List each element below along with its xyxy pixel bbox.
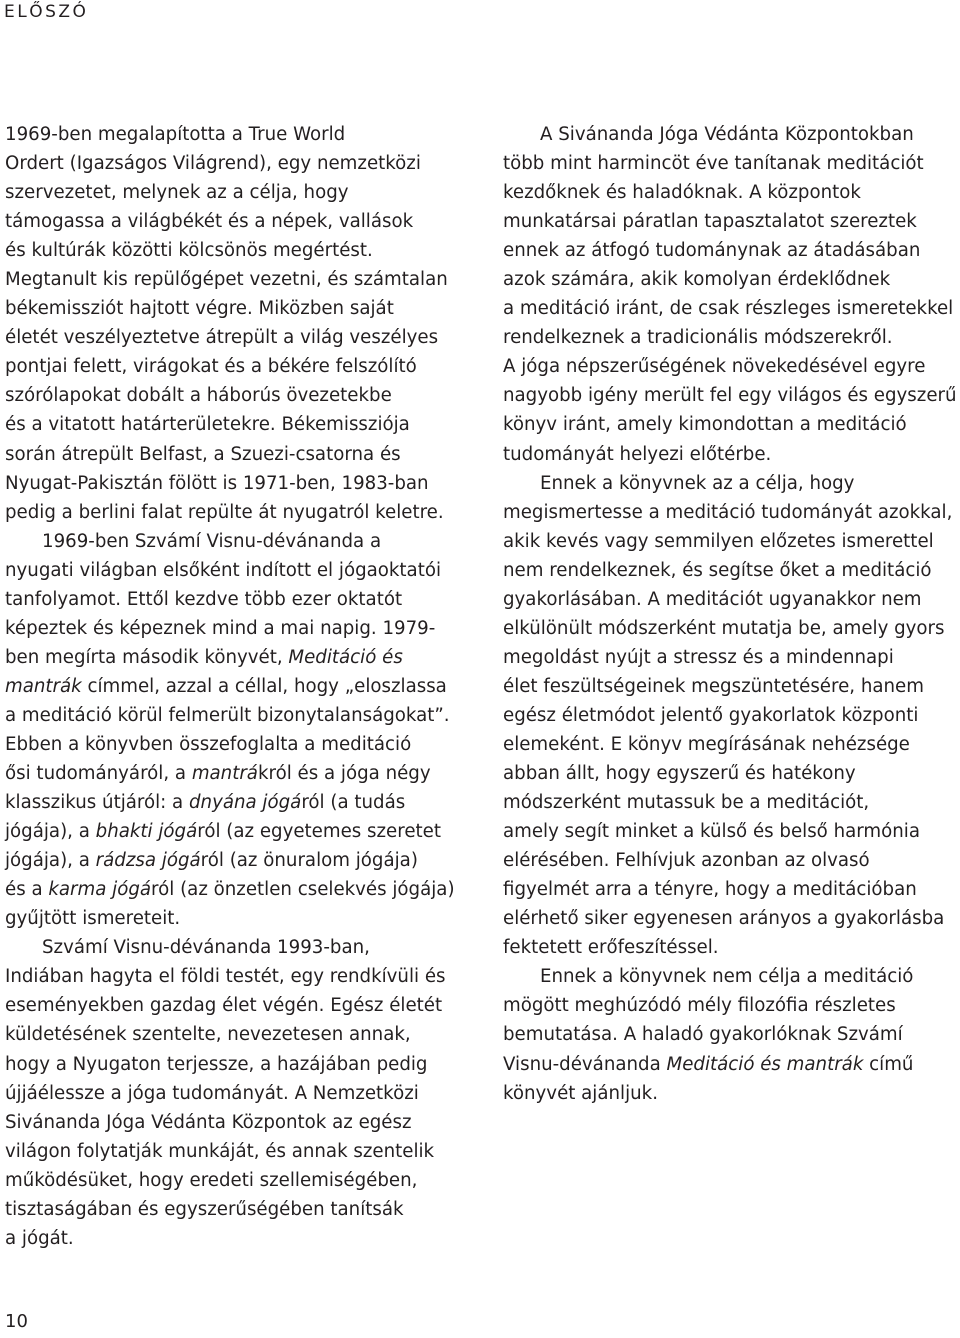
text-segment: Visnu-dévánanda <box>503 1053 667 1075</box>
text-segment: król és a jóga négy <box>257 763 431 785</box>
text-line: hogy a Nyugaton terjessze, a hazájában pedig <box>5 1053 428 1075</box>
text-segment: ról (az önzetlen cselekvés jógája) <box>151 879 455 901</box>
text-line: szervezetet, melynek az a célja, hogy <box>5 182 349 204</box>
text-line: nagyobb igény merült fel egy világos és egyszerű <box>503 385 957 407</box>
text-line: képeztek és képeznek mind a mai napig. 1979- <box>5 617 436 639</box>
text-line: bemutatása. A haladó gyakorlóknak Szvámí <box>503 1024 903 1046</box>
text-line: elkülönült módszerként mutatja be, amely gyors <box>503 617 945 639</box>
text-line: eseményekben gazdag élet végén. Egész életét <box>5 995 443 1017</box>
text-segment: címmel, azzal a céllal, hogy „eloszlassa <box>81 675 447 697</box>
text-line: egész életmódot jelentő gyakorlatok központi <box>503 704 919 726</box>
text-line: Ordert (Igazságos Világrend), egy nemzetközi <box>5 153 421 175</box>
text-segment: ról (az önuralom jógája) <box>200 850 418 872</box>
text-line: a meditáció iránt, de csak részleges ismeretekkel <box>503 298 954 320</box>
text-line: Ennek a könyvnek az a célja, hogy <box>540 472 855 494</box>
text-line: életét veszélyeztetve átrepült a világ veszélyes <box>5 327 439 349</box>
text-line: működésüket, hogy eredeti szellemiségében, <box>5 1169 418 1191</box>
text-line: Megtanult kis repülőgépet vezetni, és számtalan <box>5 269 448 291</box>
text-line: nem rendelkeznek, és segítse őket a meditáció <box>503 559 932 581</box>
text-line: Szvámí Visnu-dévánanda 1993-ban, <box>42 937 370 959</box>
text-line: 1969-ben Szvámí Visnu-dévánanda a <box>42 530 382 552</box>
text-line: ennek az átfogó tudománynak az átadásában <box>503 240 921 262</box>
left-text-column <box>5 120 470 1253</box>
right-text-column <box>503 120 960 1108</box>
text-line: könyv iránt, amely kimondottan a meditáció <box>503 414 907 436</box>
text-line: tisztaságában és egyszerűségében tanítsák <box>5 1198 404 1220</box>
text-line: abban állt, hogy egyszerű és hatékony <box>503 763 856 785</box>
text-line: és a vitatott határterületekre. Békemissziója <box>5 414 410 436</box>
text-segment: jógája), a <box>5 850 96 872</box>
text-line <box>5 875 470 904</box>
text-segment: ról (az egyetemes szeretet <box>197 821 441 843</box>
text-line: békemissziót hajtott végre. Miközben saját <box>5 298 394 320</box>
text-line: 1969-ben megalapította a True World <box>5 124 346 145</box>
text-line: tanfolyamot. Ettől kezdve több ezer oktatót <box>5 588 403 610</box>
text-line: nyugati világban elsőként indított el jógaoktatói <box>5 559 442 581</box>
text-line: fektetett erőfeszítéssel. <box>503 937 719 959</box>
text-line: tudományát helyezi előtérbe. <box>503 443 772 465</box>
text-line: Nyugat-Pakisztán fölött is 1971-ben, 1983-ban <box>5 472 429 494</box>
text-line: pedig a berlini falat repülte át nyugatról keletre. <box>5 501 444 523</box>
text-line: pontjai felett, virágokat és a békére felszólító <box>5 356 417 378</box>
text-line: több mint harmincöt éve tanítanak meditációt <box>503 153 924 175</box>
text-segment: ben megírta második könyvét, <box>5 646 289 668</box>
text-segment: jógája), a <box>5 821 96 843</box>
running-head: ELŐSZÓ <box>4 2 89 22</box>
italic-segment: karma jógá <box>48 879 152 901</box>
text-line <box>5 759 470 788</box>
text-line: támogassa a világbékét és a népek, vallások <box>5 211 414 233</box>
text-line: élet feszültségeinek megszüntetésére, hanem <box>503 675 924 697</box>
text-line <box>5 672 470 701</box>
text-line: elemeként. E könyv megírásának nehézsége <box>503 733 910 755</box>
text-segment: klasszikus útjáról: a <box>5 792 189 814</box>
text-line: gyűjtött ismereteit. <box>5 908 181 930</box>
text-line: mögött meghúzódó mély filozófia részletes <box>503 995 896 1017</box>
text-line: kezdőknek és haladóknak. A központok <box>503 182 861 204</box>
text-line <box>503 1050 960 1079</box>
text-line: azok számára, akik komolyan érdeklődnek <box>503 269 891 291</box>
italic-segment: Meditáció és mantrák <box>666 1053 864 1075</box>
italic-segment: bhakti jógá <box>95 821 198 843</box>
text-line: Ennek a könyvnek nem célja a meditáció <box>540 966 914 988</box>
italic-segment: rádzsa jógá <box>95 850 201 872</box>
text-line: könyvét ajánljuk. <box>503 1082 658 1104</box>
text-line: amely segít minket a külső és belső harmónia <box>503 821 920 843</box>
italic-segment: mantrá <box>191 763 258 785</box>
text-segment: ősi tudományáról, a <box>5 763 192 785</box>
text-line: A Sivánanda Jóga Védánta Központokban <box>540 124 914 145</box>
text-line: Indiában hagyta el földi testét, egy rendkívüli és <box>5 966 446 988</box>
text-line <box>5 788 470 817</box>
text-segment: és a <box>5 879 49 901</box>
page-number: 10 <box>5 1311 28 1332</box>
text-line: A jóga népszerűségének növekedésével egyre <box>503 356 926 378</box>
italic-segment: Meditáció és <box>288 646 403 668</box>
text-line: küldetésének szentelte, nevezetesen annak, <box>5 1024 411 1046</box>
text-line: módszerként mutassuk be a meditációt, <box>503 792 870 814</box>
text-line: Ebben a könyvben összefoglalta a meditáció <box>5 733 412 755</box>
text-line <box>5 817 470 846</box>
italic-segment: dnyána jógá <box>189 792 302 814</box>
text-line: figyelmét arra a tényre, hogy a meditációban <box>503 879 917 901</box>
text-line: során átrepült Belfast, a Szuezi-csatorna és <box>5 443 401 465</box>
text-line: rendelkeznek a tradicionális módszerekről. <box>503 327 893 349</box>
italic-segment: mantrák <box>5 675 82 697</box>
text-line: a meditáció körül felmerült bizonytalanságokat”. <box>5 704 450 726</box>
text-line: gyakorlásában. A meditációt ugyanakkor nem <box>503 588 922 610</box>
text-line: akik kevés vagy semmilyen előzetes ismerettel <box>503 530 934 552</box>
text-line: világon folytatják munkáját, és annak szentelik <box>5 1140 435 1162</box>
text-line <box>5 643 470 672</box>
text-segment: ról (a tudás <box>301 792 406 814</box>
text-segment: című <box>863 1053 914 1075</box>
text-line: Sivánanda Jóga Védánta Központok az egész <box>5 1111 412 1133</box>
text-line: elérésében. Felhívjuk azonban az olvasó <box>503 850 870 872</box>
text-line: és kultúrák közötti kölcsönös megértést. <box>5 240 373 262</box>
text-line: szórólapokat dobált a háborús övezetekbe <box>5 385 392 407</box>
text-line: újjáélessze a jóga tudományát. A Nemzetközi <box>5 1082 419 1104</box>
text-line: megoldást nyújt a stressz és a mindennapi <box>503 646 894 668</box>
text-line <box>5 846 470 875</box>
text-line: elérhető siker egyenesen arányos a gyakorlásba <box>503 908 945 930</box>
text-line: a jógát. <box>5 1227 74 1249</box>
text-line: megismertesse a meditáció tudományát azokkal, <box>503 501 953 523</box>
text-line: munkatársai páratlan tapasztalatot szereztek <box>503 211 917 233</box>
